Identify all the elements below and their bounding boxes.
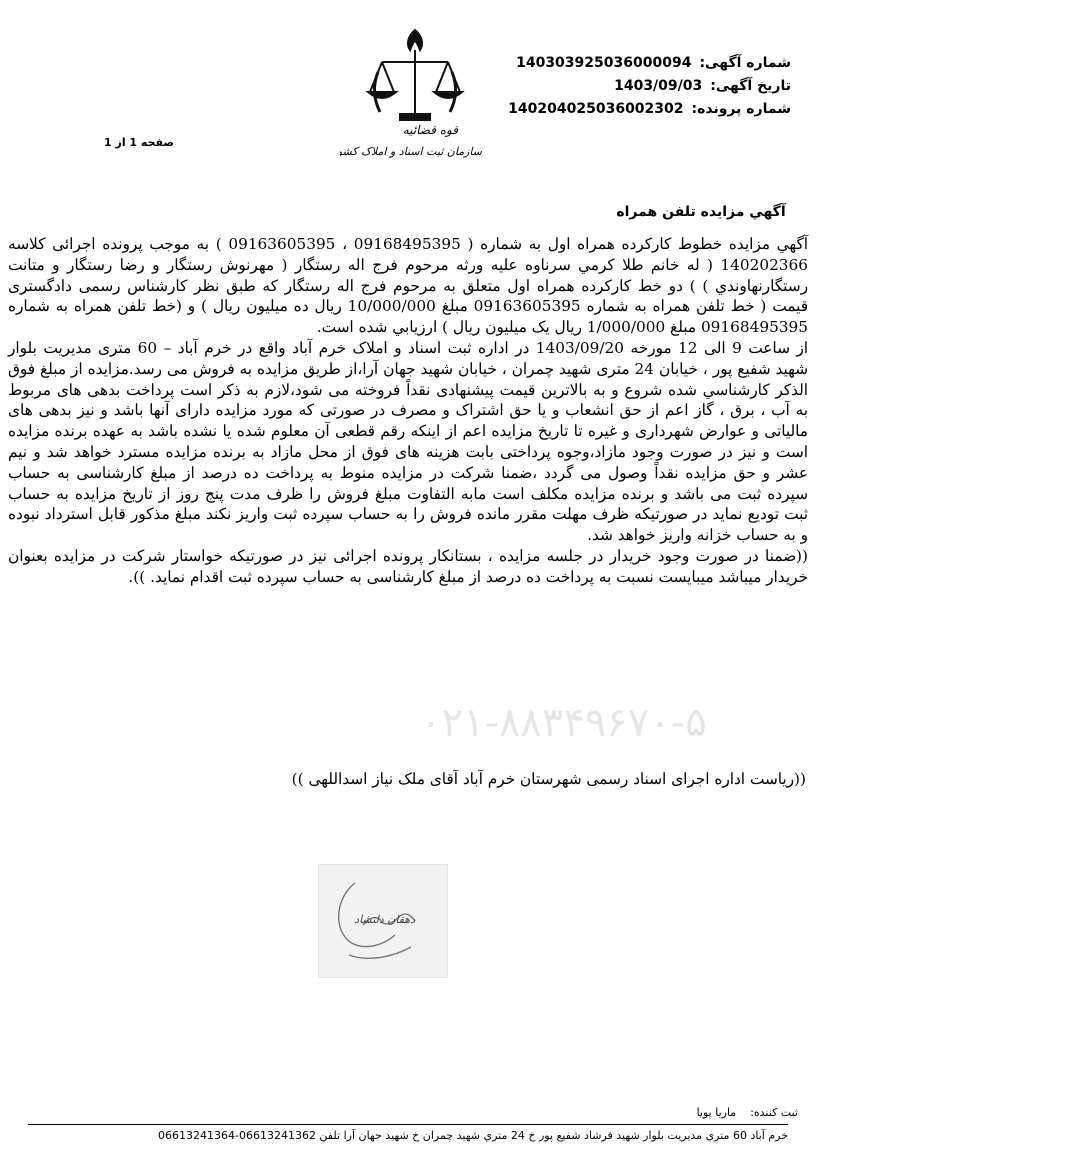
- announcement-meta: [508, 52, 791, 121]
- ad-date-label: تاریخ آگهی:: [710, 78, 791, 94]
- paragraph-conditions: از ساعت 9 الی 12 مورخه 1403/09/20 در اداره ثبت اسناد و املاک خرم آباد واقع در خرم آباد – 60 متری مدیریت بلوار شهید شفیع پور ، خیابان 24 متری شهید چمران ، خیابان شهید جهان آرا،از طريق مزايده به فروش می رسد.مزايده از مبلغ فوق الذكر كارشناسي شده شروع و به بالاترين قيمت پيشنهادی نقداً فروخته می شود،لازم به ذکر است پرداخت بدهی های مربوط به آب ، برق ، گاز اعم از حق انشعاب و یا حق اشتراک و مصرف در صورتی که مورد مزايده دارای آنها باشد و نیز بدهی های مالیاتی و عوارض شهرداری و غیره تا تاریخ مزايده اعم از اینکه رقم قطعی آن معلوم شده یا نشده باشد به عهده برنده مزايده است و نیز در صورت وجود مازاد،وجوه پرداختی بابت هزینه های فوق از محل مازاد به برنده مزايده مسترد خواهد شد و نیم عشر و حق مزايده نقداً وصول می گردد ،ضمنا شرکت در مزايده منوط به پرداخت ده درصد از مبلغ کارشناسی به حساب سپرده ثبت می باشد و برنده مزايده مکلف است مابه التفاوت مبلغ فروش را ظرف مدت پنج روز از تاریخ مزايده به حساب ثبت تودیع نماید در صورتیکه ظرف مهلت مقرر مانده فروش را به حساب سپرده ثبت واریز نکند مبلغ مذکور قابل استرداد نبوده و به حساب خزانه واریز خواهد شد.: [8, 338, 808, 545]
- signoff: ((رياست اداره اجرای اسناد رسمی شهرستان خرم آباد آقای ملک نیاز اسداللهی )): [291, 770, 806, 788]
- svg-text:قوه قضائیه: قوه قضائیه: [402, 123, 458, 137]
- signature-icon: [319, 865, 447, 977]
- file-number-label: شماره پرونده:: [691, 101, 791, 117]
- ad-number-label: شماره آگهی:: [699, 55, 791, 71]
- ad-date: 1403/09/03: [614, 78, 703, 94]
- document-title: آگهي مزايده تلفن همراه: [616, 204, 786, 220]
- paragraph-intro: آگهي مزايده خطوط كاركرده همراه اول به شماره ( 09168495395 ، 09163605395 ) به موجب پرونده اجرائی کلاسه 140202366 ( له خانم طلا کرمي سرناوه علیه ورثه مرحوم فرج اله رستگار ( مهرنوش رستگار و رضا رستگار و متانت رستگارنهاوندي ) ) دو خط کارکرده همراه اول متعلق به مرحوم فرج اله رستگار که طبق نظر کارشناس رسمی دادگستری قیمت ( خط تلفن همراه به شماره 09163605395 مبلغ 10/000/000 ريال ده ميليون ريال ) و (خط تلفن همراه به شماره 09168495395 مبلغ 1/000/000 ريال یک ميليون ريال ) ارزيابي شده است.: [8, 235, 809, 337]
- ad-number: 140303925036000094: [516, 55, 692, 71]
- ad-number-row: [508, 52, 791, 75]
- registrar-name: ماريا پويا: [696, 1106, 737, 1119]
- file-number-row: [508, 98, 791, 121]
- judiciary-emblem: [340, 22, 490, 167]
- paragraph-creditor-note: ((ضمنا در صورت وجود خریدار در جلسه مزايده ، بستانکار پرونده اجرائی نیز در صورتیکه خواستار شرکت در مزايده بعنوان خریدار میباشد میبایست نسبت به پرداخت ده درصد از مبلغ کارشناسی به حساب سپرده ثبت اقدام نماید. )).: [8, 546, 808, 586]
- file-number: 140204025036002302: [508, 101, 684, 117]
- registrar-label: ثبت كننده:: [750, 1106, 798, 1119]
- svg-text:دهقان دلنشاد: دهقان دلنشاد: [354, 913, 415, 926]
- footer-divider: [28, 1124, 788, 1125]
- ad-date-row: [508, 75, 791, 98]
- registrar: [697, 1106, 798, 1119]
- page-number: صفحه 1 از 1: [104, 136, 175, 149]
- signature-image: [318, 864, 448, 978]
- footer-address: خرم آباد 60 متري مديريت بلوار شهيد فرشاد شفيع پور خ 24 متري شهيد چمران خ شهيد جهان آرا تلفن 06613241362-06613241364: [157, 1129, 788, 1142]
- phone-watermark: ۰۲۱-۸۸۳۴۹۶۷۰-۵: [420, 700, 707, 746]
- svg-text:سازمان ثبت اسناد و املاک کشور: سازمان ثبت اسناد و املاک کشور: [340, 145, 482, 158]
- scales-of-justice-icon: [340, 22, 490, 167]
- announcement-body: [8, 234, 808, 588]
